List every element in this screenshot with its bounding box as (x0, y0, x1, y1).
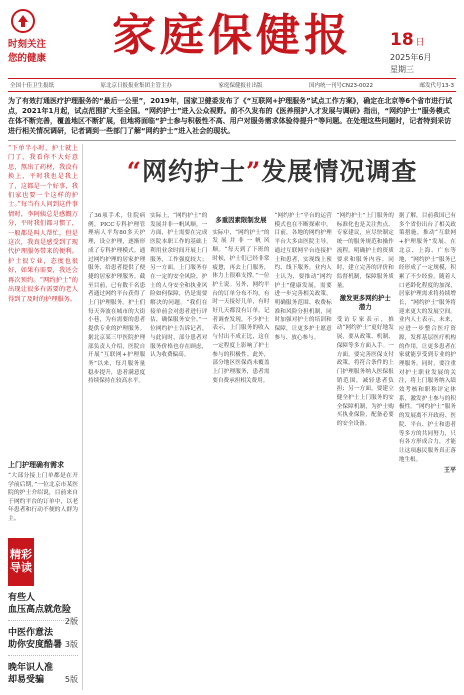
info-item: 原北京日报报业集团主管主办 (100, 83, 173, 89)
headline-main: 网约护士 (141, 157, 246, 186)
article-subheading: 多重因素限制发展 (215, 216, 267, 224)
article-headline (88, 152, 456, 188)
column-text: 受访专家表示，推动“网约护士”更好地发展，要从政策、机制、保障等多方面入手。一方面，要完善医保支付政策，将符合条件的上门护理服务纳入医保报销范围，减轻患者负担；另一方面，要建立健全护士上门服务的安全保障机制，为护士购买执业保险，配备必要的安全设备。 (336, 316, 394, 428)
headline-quote-close: ” (246, 157, 262, 186)
article-column (399, 212, 456, 690)
issue-weekday: 星期三 (390, 65, 414, 74)
column-text: 了36项手术，住院病例。PICC专科护理管理病人平均80多天护理，设立护理，逐渐形成了专科护理模式。通过网约护理的居家护理服务，给患者提供了便捷的居家护理服务。截至目前，已有数千名患者通过网约平台获得了上门护理服务。护士们每天奔波在城市的大街小巷，为有需要的患者提供专业的护理服务。据北京某三甲医院护理部负责人介绍，医院自开展“互联网+护理服务”以来，每月服务量稳步提升，患者满意度持续保持在较高水平。 (88, 213, 146, 385)
guide-item-title: 晚年识人准 (8, 663, 54, 673)
guide-item[interactable] (8, 627, 78, 651)
column-text: “网约护士”上门服务的标准化也是关注焦点。专家建议，应尽快制定统一的服务规范和操作流程，明确护士的资质要求和服务内容。同时，建立完善的评价和监督机制，保障服务质量。 (336, 213, 394, 289)
issue-day-unit: 日 (415, 38, 425, 48)
article-column (275, 212, 332, 690)
headline-tail: 发展情况调查 (261, 157, 418, 186)
side-section-text: “大部分接上门单都是在开学前后期，”一位北京市某医院的护士介绍说，目前来自于网约平台的订单中，以老年患者和行动不便的人群为主。 (8, 473, 78, 522)
slogan-line-2: 您的健康 (8, 53, 47, 64)
guide-label-1: 精彩 (10, 548, 32, 561)
guide-item-subtitle: 却易受骗 (8, 675, 45, 685)
article-column (88, 212, 145, 690)
guide-item-title: 有些人 (8, 593, 36, 603)
guide-item[interactable] (8, 592, 78, 626)
guide-item-subtitle: 血压高点就危险 (8, 605, 72, 615)
guide-item-page: 2版 (64, 617, 78, 626)
info-item: 全国十佳卫生报纸 (10, 83, 55, 89)
article-subheading: 激发更多网约护士潜力 (339, 294, 391, 312)
guide-badge (8, 538, 34, 586)
info-item: 家庭保健报社出版 (218, 83, 263, 89)
article-column (212, 212, 269, 690)
guide-label-2: 导读 (10, 561, 32, 574)
left-column (8, 144, 78, 690)
column-text: 据了解，目前我国已有多个省份出台了相关政策措施，推动“互联网+护理服务”发展。在北京、上海、广东等地，“网约护士”服务已经形成了一定规模，积累了不少经验。随着人口老龄化程度的加深，居家护理需求将持续增长，“网约护士”服务将迎来更大的发展空间。业内人士表示，未来，应进一步整合医疗资源，发挥基层医疗机构的作用，让更多患者在家就能享受到专业的护理服务。同时，要注重对护士职业发展的关注，将上门服务纳入绩效考核和职称评定体系，激发护士参与的积极性。“网约护士”服务的发展离不开政府、医院、平台、护士和患者等多方的共同努力，只有各方形成合力，才能让这项惠民服务真正落地生根。 (398, 213, 457, 463)
side-section-title: 上门护理确有需求 (8, 461, 64, 469)
date-block (390, 30, 450, 75)
pull-quote: “下单半小时，护士就上门了，我看你不大好意思，熬出了药材，我没有换上，平时我也是我上了，这都是一个好事，我们家也要一个这样的护士。”每当有人问到这件事情时，李阿姨总是感慨万分，平时我们都习惯了，一般都是叫人帮忙，但是这次，我真是感受到了现代护理服务带来的便利。护士很专业，态度也很好，如果有需要，我还会再次预约。“网约护士”的出现让很多有需要的老人得到了及时的护理服务。 (8, 145, 78, 303)
article-body (88, 212, 456, 690)
divider (8, 140, 456, 141)
headline-area (88, 146, 456, 206)
column-divider (82, 144, 83, 690)
lead-paragraph: 为了有效打通医疗护理服务的“最后一公里”，2019年，国家卫健委发布了《“互联网+护理服务”试点工作方案》，确定在北京等6个省市进行试点，2021年1月起，试点范围扩大至全国。“网约护士”进入公众视野。前不久发布的《医养照护人才发展与调研》指出，“网约护士”服务模式在体不断完善，覆盖地区不断扩展，但地将面临“护士参与积极性不高、用户对服务需求体验待提升”等问题。在处理这些问题时，记者特到采访进行相关情况调研，记者调到一些部门了解“网约护士”进入社会的现状。 (8, 97, 453, 135)
headline-quote-open: “ (126, 157, 142, 186)
newspaper-logo-icon (10, 8, 36, 34)
guide-header (8, 538, 78, 586)
article-column (150, 212, 207, 690)
info-item: 国内统一刊号CN23-0022 (309, 83, 373, 89)
issue-day: 18 (390, 30, 414, 50)
column-text: 实际上，“网约护士”的发展并非一帆风顺。一方面，护士需要在完成医院本职工作的基础上利用业余时间开展上门服务，工作强度较大；另一方面，上门服务存在一定的安全风险，护士的人身安全和执业风险如何保障，仍是需要解决的问题。“我们在接单前会对患者进行评估，确保服务安全。”一位网约护士告诉记者。与此同时，部分患者对服务价格也存在顾虑，认为收费偏高。 (150, 213, 208, 359)
newspaper-title: 家庭保健报 (112, 10, 352, 61)
article-byline: 王平 (444, 467, 457, 475)
issue-year-month: 2025年6月 (390, 53, 432, 62)
divider (8, 655, 78, 656)
guide-item-page: 3版 (64, 640, 78, 649)
guide-item-subtitle: 助你安度酷暑 (8, 640, 63, 650)
masthead (0, 0, 464, 78)
guide-item[interactable] (8, 662, 78, 686)
slogan-line-1: 时刻关注 (8, 39, 47, 50)
column-text: “网约护士”平台的运营模式也在不断探索中。目前，各地的网约护理平台大多由医院主导，通过互联网平台连接护士和患者，实现线上预约、线下服务。业内人士认为，要推动“网约护士”健康发展，需要进一步完善相关政策，明确服务范围、收费标准和风险分担机制，同时加强对护士的培训和保障，让更多护士愿意参与、放心参与。 (274, 213, 332, 341)
info-item: 邮发代号13-3 (419, 83, 454, 89)
masthead-slogan (8, 38, 68, 66)
guide-item-title: 中医作意法 (8, 628, 54, 638)
guide-item-page: 5版 (64, 675, 78, 684)
column-text: 实际中，“网约护士”的发展并非一帆风顺。“每天到了下班的时候，护士们已经非常疲惫，再去上门服务，体力上很难支撑。”一位护士说。另外，网约平台的订单分布不均，有时一天接好几单，有时好几天都没有订单。记者调查发现，不少护士表示，上门服务的收入与付出不成正比，这在一定程度上影响了护士参与的积极性。此外，部分地区医保尚未覆盖上门护理服务，患者需要自费承担相关费用。 (212, 229, 270, 384)
article-column (337, 212, 394, 690)
info-bar (8, 78, 456, 92)
